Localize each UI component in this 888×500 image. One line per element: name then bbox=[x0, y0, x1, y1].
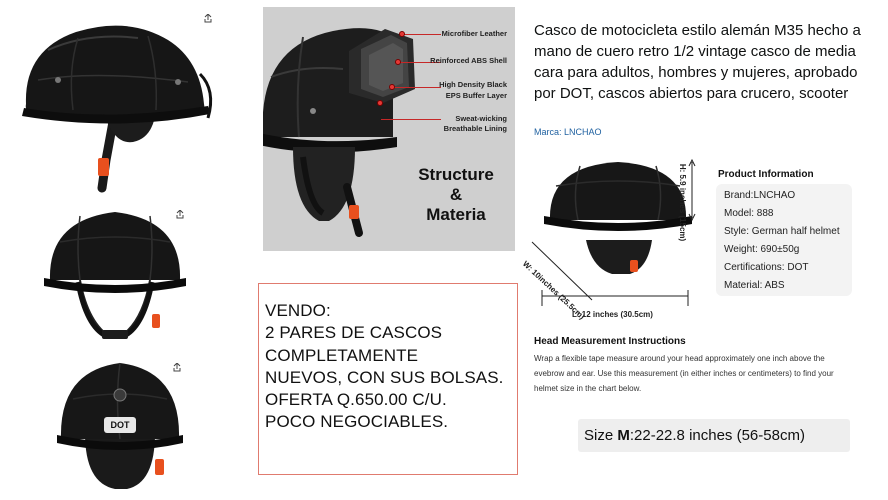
callout-abs-shell: Reinforced ABS Shell bbox=[430, 56, 507, 65]
size-label: Size bbox=[584, 427, 618, 444]
measurement-instructions: Wrap a flexible tape measure around your head approximately one inch above the evebrow and ear. Use this measurement (in either inches or centimeters) to find your helmet size in the chart below. bbox=[534, 354, 834, 393]
product-info-card bbox=[716, 184, 852, 296]
size-value: :22-22.8 inches (56-58cm) bbox=[629, 427, 805, 444]
structure-title-line: & bbox=[449, 185, 463, 204]
sale-note-line: NUEVOS, CON SUS BOLSAS. bbox=[265, 367, 504, 387]
structure-panel bbox=[263, 7, 515, 251]
share-icon[interactable] bbox=[173, 359, 181, 368]
sale-note-box bbox=[258, 283, 518, 475]
info-row-style: Style: German half helmet bbox=[724, 226, 840, 237]
callout-microfiber-leather: Microfiber Leather bbox=[441, 29, 507, 38]
dot-badge-label: DOT bbox=[110, 420, 130, 430]
sale-note-line: POCO NEGOCIABLES. bbox=[265, 412, 449, 432]
share-icon[interactable] bbox=[176, 206, 184, 215]
sale-note-line: COMPLETAMENTE bbox=[265, 345, 419, 365]
sale-note-line: 2 PARES DE CASCOS bbox=[265, 323, 443, 343]
structure-title bbox=[406, 165, 506, 225]
info-row-material: Material: ABS bbox=[724, 280, 785, 291]
size-box bbox=[578, 419, 850, 452]
dimension-diagram bbox=[520, 150, 720, 325]
thumbnail-helmet-front[interactable] bbox=[40, 202, 190, 350]
sale-note-line: OFERTA Q.650.00 C/U. bbox=[265, 390, 447, 410]
structure-title-line: Materia bbox=[426, 205, 486, 224]
sale-note-line: VENDO: bbox=[265, 301, 331, 320]
product-title: Casco de motocicleta estilo alemán M35 hecho a mano de cuero retro 1/2 vintage casco de media cara para adultos, hombres y mujeres, aprobado por DOT, cascos abiertos para crucero, scooter bbox=[534, 22, 861, 102]
callout-eps-line-1: High Density Black bbox=[439, 80, 507, 89]
share-icon[interactable] bbox=[204, 10, 212, 19]
callout-eps-line-2: EPS Buffer Layer bbox=[445, 91, 507, 100]
structure-title-line: Structure bbox=[418, 165, 494, 184]
callout-lining-line-1: Sweat-wicking bbox=[455, 114, 507, 123]
info-row-certifications: Certifications: DOT bbox=[724, 262, 809, 273]
info-row-brand: Brand:LNCHAO bbox=[724, 190, 796, 201]
callout-lining-line-2: Breathable Lining bbox=[443, 124, 507, 133]
dimension-width-label: W: 10inches (25.5cm) bbox=[520, 259, 587, 322]
brand-link[interactable]: Marca: LNCHAO bbox=[534, 127, 602, 137]
size-letter: M bbox=[617, 427, 630, 444]
dimension-length-label: L: 12 inches (30.5cm) bbox=[572, 310, 653, 319]
thumbnail-helmet-back[interactable] bbox=[55, 355, 185, 497]
thumbnail-helmet-side[interactable] bbox=[18, 10, 218, 200]
info-row-model: Model: 888 bbox=[724, 208, 774, 219]
dot-badge bbox=[104, 417, 136, 433]
dimension-height-label: H: 5.9 inches (15cm) bbox=[678, 163, 688, 242]
info-row-weight: Weight: 690±50g bbox=[724, 244, 800, 255]
measurement-heading: Head Measurement Instructions bbox=[534, 336, 686, 347]
product-info-heading: Product Information bbox=[718, 169, 814, 180]
